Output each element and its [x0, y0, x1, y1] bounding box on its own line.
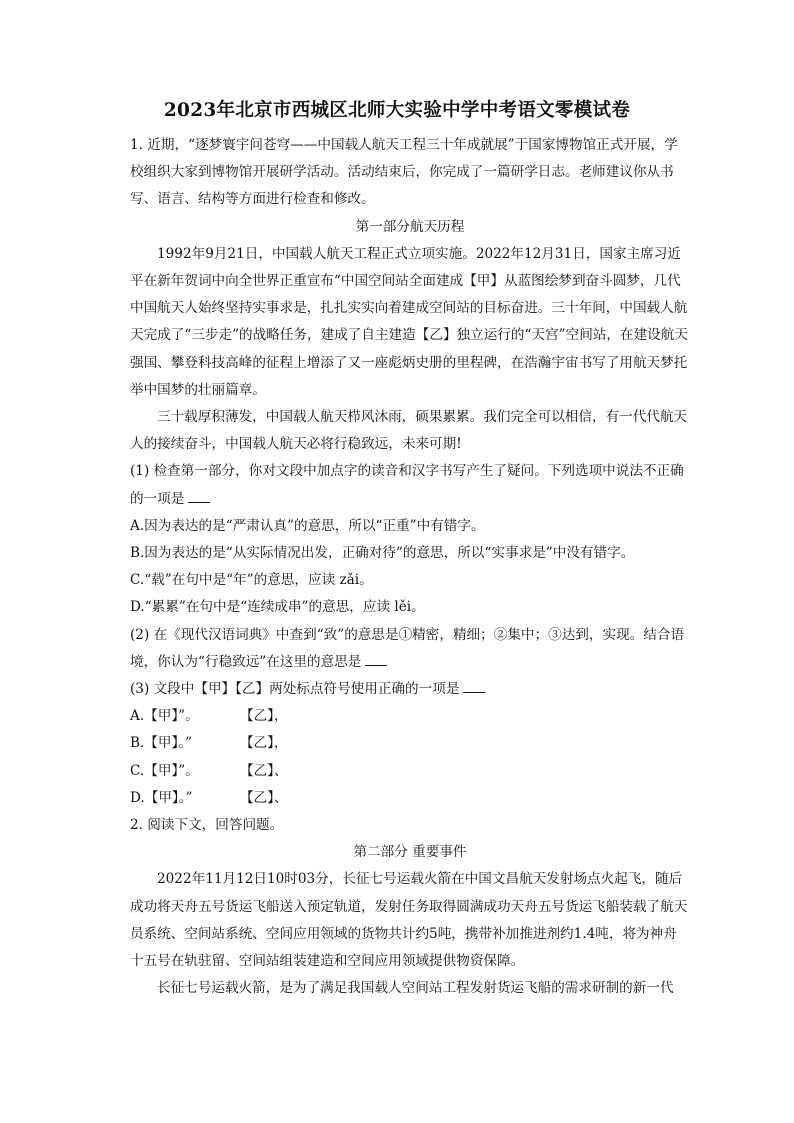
q1-sub3-text: (3) 文段中【甲】【乙】两处标点符号使用正确的一项是	[130, 681, 460, 698]
option-part-yi: 【乙】、	[240, 762, 288, 779]
option-part-jia: C.【甲】”。	[130, 762, 199, 779]
q1-intro: 1. 近期，“逐梦寰宇问苍穹——中国载人航天工程三十年成就展”于国家博物馆正式开展，学校组织大家到博物馆开展研学活动。活动结束后，你完成了一篇研学日志。老师建议你从书写、语言、结构等方面进行检查和修改。	[130, 137, 678, 208]
answer-blank	[188, 488, 210, 503]
q1-sub1-text: (1) 检查第一部分，你对文段中加点字的读音和汉字书写产生了疑问。下列选项中说法不正确的一项是	[130, 463, 684, 507]
q1-sub3	[130, 676, 690, 703]
q1-sub2	[130, 622, 690, 676]
q1-sub1	[130, 458, 690, 512]
page-title: 2023年北京市西城区北师大实验中学中考语文零模试卷	[163, 100, 631, 121]
q1-sub1-option-d: D.“累累”在句中是“连续成串”的意思，应读 lěi。	[130, 599, 425, 616]
option-part-jia: A.【甲】”。	[130, 708, 199, 725]
q1-sub3-option-b	[130, 730, 690, 757]
q2-paragraph-1: 2022年11月12日10时03分，长征七号运载火箭在中国文昌航天发射场点火起飞，随后成功将天舟五号货运飞船送入预定轨道，发射任务取得圆满成功天舟五号货运飞船装载了航天员系统、空间站系统、空间应用领域的货物共计约5吨，携带补加推进剂约1.4吨，将为神舟十五号在轨驻留、空间站组装建造和空间应用领域提供物资保障。	[130, 871, 688, 970]
q1-sub3-option-c	[130, 758, 690, 785]
q1-sub2-text: (2) 在《现代汉语词典》中查到“致”的意思是①精密，精细；②集中；③达到，实现。结合语境，你认为“行稳致远”在这里的意思是	[130, 626, 685, 670]
q1-section-title: 第一部分航天历程	[355, 218, 465, 235]
answer-blank	[463, 678, 485, 693]
answer-blank	[365, 651, 387, 666]
q1-sub1-option-a: A.因为表达的是“严肃认真”的意思，所以“正重”中有错字。	[130, 517, 485, 534]
q1-sub3-option-a	[130, 703, 690, 730]
q2-intro: 2. 阅读下文，回答问题。	[130, 817, 284, 834]
option-part-jia: B.【甲】。”	[130, 735, 193, 752]
option-part-yi: 【乙】，	[240, 708, 288, 725]
option-part-jia: D.【甲】。”	[130, 789, 193, 806]
document-body	[130, 132, 690, 1003]
q2-paragraph-2: 长征七号运载火箭，是为了满足我国载人空间站工程发射货运飞船的需求研制的新一代	[157, 980, 674, 997]
q2-section-title: 第二部分 重要事件	[353, 844, 467, 861]
q1-sub1-option-c: C.“载”在句中是“年”的意思，应读 zǎi。	[130, 572, 373, 589]
q1-paragraph-1: 1992年9月21日，中国载人航天工程正式立项实施。2022年12月31日，国家主席习近平在新年贺词中向全世界正重宣布“中国空间站全面建成【甲】从蓝图绘梦到奋斗圆梦，几代中国航天人始终坚持实事求是，扎扎实实向着建成空间站的目标奋进。三十年间，中国载人航天完成了“三步走”的战略任务，建成了自主建造【乙】独立运行的“天宫”空间站，在建设航天强国、攀登科技高峰的征程上增添了又一座彪炳史册的里程碑，在浩瀚宇宙书写了用航天梦托举中国梦的壮丽篇章。	[130, 245, 688, 398]
q1-paragraph-2: 三十载厚积薄发，中国载人航天栉风沐雨，硕果累累。我们完全可以相信，有一代代航天人的接续奋斗，中国载人航天必将行稳致远，未来可期!	[130, 409, 688, 453]
q1-sub1-option-b: B.因为表达的是“从实际情况出发，正确对待”的意思，所以“实事求是”中没有错字。	[130, 545, 635, 562]
option-part-yi: 【乙】，	[240, 735, 288, 752]
q1-sub3-option-d	[130, 785, 690, 812]
option-part-yi: 【乙】、	[240, 789, 288, 806]
